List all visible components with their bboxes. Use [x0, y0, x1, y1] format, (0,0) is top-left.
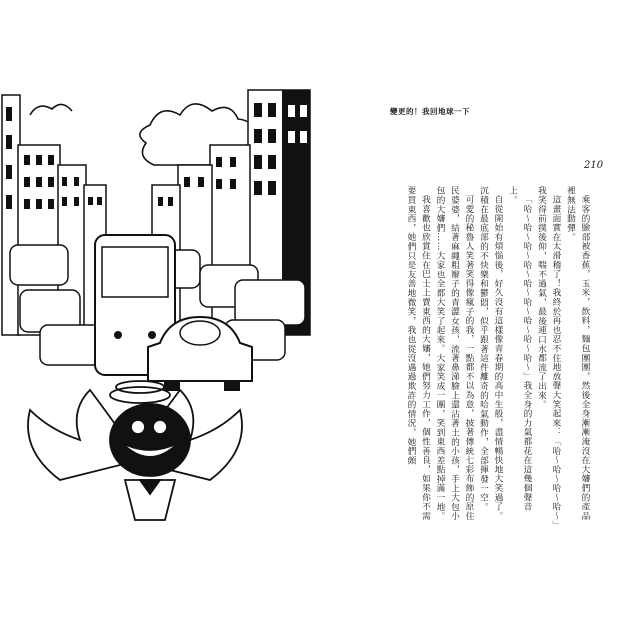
running-header: 變更的！我回地球一下 [390, 107, 470, 116]
paragraph: 我喜歡也欣賞住在巴士上賣東西的大嬸，她們努力工作，個性善良，如果你不需要買東西，她們只是友善地微笑，我也從沒遇過欺詐的情況，她們頗 [406, 186, 431, 521]
body-text-column [332, 186, 592, 526]
paragraph: 可愛的秘魯人笑著笑得像瘋子的我，一點都不以為意，披著傳統七彩布飾的原住民婆婆，結著麻繩粗辮子的青澀女孩，流著鼻涕臉上還沾著土的小孩，手上大包小包的大嬸們……大家也全都大笑了起來。大家笑成一團，笑到東西差點掉滿一地。 [435, 186, 474, 521]
page-number: 210 [584, 160, 604, 171]
paragraph: 「哈～哈～哈～哈～哈～哈～哈～哈～哈～」我全身的力氣都花在這幾個聲音上。 [507, 186, 532, 511]
paragraph: 這畫面實在太滑稽了！我終於再也忍不住地放聲大笑起來：「哈～哈～哈～哈～」我笑得前撲後仰，喘不過氣，最後連口水都流了出來。 [536, 186, 561, 526]
paragraph: 乘客的臉部被香蕉，玉米，飲料，麵包團團，然後全身漸漸淹沒在大嬸們的產品裡無法動彈。 [565, 186, 590, 521]
paragraph: 自從開始有煩惱後，好久沒有這樣像青春期的高中生般，盡情暢快地大笑過了。沉積在最底部的不快樂和鬱悶，似乎跟著這件離奇的哈氣動作，全部揮發一空。 [478, 186, 503, 521]
traffic-jam-illustration [0, 85, 318, 525]
